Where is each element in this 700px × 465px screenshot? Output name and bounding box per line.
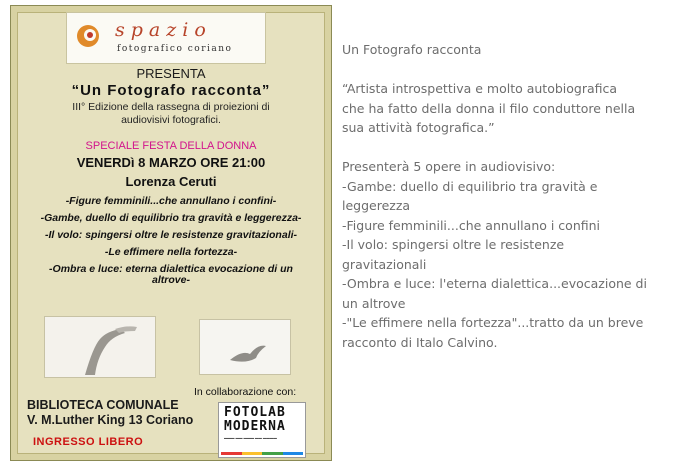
body-line: -Il volo: spingersi oltre le resistenze [342, 237, 565, 252]
edition-line: III° Edizione della rassegna di proiezioni di [72, 101, 270, 113]
body-line: racconto di Italo Calvino. [342, 334, 498, 350]
description-title: Un Fotografo racconta [342, 42, 482, 57]
photo-bird [199, 319, 291, 375]
speciale-label: SPECIALE FESTA DELLA DONNA [85, 140, 257, 152]
fotolab-moderna-logo [218, 402, 306, 458]
poster-title: “Un Fotografo racconta” [71, 82, 271, 99]
spacer [342, 138, 692, 158]
quote-line: che ha fatto della donna il filo conduttore nella [342, 100, 636, 116]
edition-line: audiovisivi fotografici. [121, 114, 221, 126]
work-item: -Le effimere nella fortezza- [104, 246, 238, 258]
spacer [342, 60, 692, 80]
author-name: Lorenza Ceruti [125, 174, 217, 189]
fotolab-row2: MODERNA [224, 419, 286, 434]
fotolab-color-bar [221, 452, 303, 455]
event-poster [10, 5, 332, 461]
body-line: -"Le effimere nella fortezza"...tratto da un breve [342, 315, 644, 330]
work-item: -Ombra e luce: eterna dialettica evocazione di un altrove- [49, 263, 293, 286]
body-line: -Ombra e luce: l'eterna dialettica...evocazione di [342, 276, 647, 291]
spazio-fotografico-logo [66, 12, 266, 64]
spazio-logo-icon [75, 23, 101, 49]
fotolab-fineprint: ▬▬▬ ▬▬ ▬▬▬ ▬▬ ▬▬▬▬ [224, 436, 277, 440]
logo-name: spazio [115, 19, 212, 41]
collaboration-label: In collaborazione con: [194, 386, 297, 398]
work-item: -Figure femminili...che annullano i confini- [65, 195, 277, 207]
presenta-label: PRESENTA [136, 66, 206, 81]
body-line: gravitazionali [342, 256, 427, 272]
event-description [342, 40, 692, 352]
body-line: un altrove [342, 295, 406, 311]
free-entry-label: INGRESSO LIBERO [33, 436, 144, 448]
body-line: Presenterà 5 opere in audiovisivo: [342, 159, 556, 174]
edition-text [11, 101, 331, 127]
body-line: -Gambe: duello di equilibrio tra gravità e [342, 178, 598, 194]
fotolab-row1: FOTOLAB [224, 405, 286, 420]
photo-legs [44, 316, 156, 378]
quote-line: sua attività fotografica.” [342, 120, 495, 135]
body-line: -Figure femminili...che annullano i confini [342, 217, 601, 233]
quote-line: “Artista introspettiva e molto autobiografica [342, 81, 618, 96]
legs-photo-image [45, 317, 155, 377]
event-date: VENERDì 8 MARZO ORE 21:00 [76, 155, 266, 170]
work-item: -Il volo: spingersi oltre le resistenze gravitazionali- [44, 229, 298, 241]
bird-photo-image [200, 320, 290, 374]
work-item: -Gambe, duello di equilibrio tra gravità e leggerezza- [40, 212, 302, 224]
works-list [11, 196, 331, 292]
logo-subtitle: fotografico coriano [117, 44, 233, 54]
body-line: leggerezza [342, 198, 411, 213]
venue-street: V. M.Luther King 13 Coriano [27, 413, 194, 427]
venue-address [27, 398, 193, 428]
venue-name: BIBLIOTECA COMUNALE [27, 398, 179, 412]
